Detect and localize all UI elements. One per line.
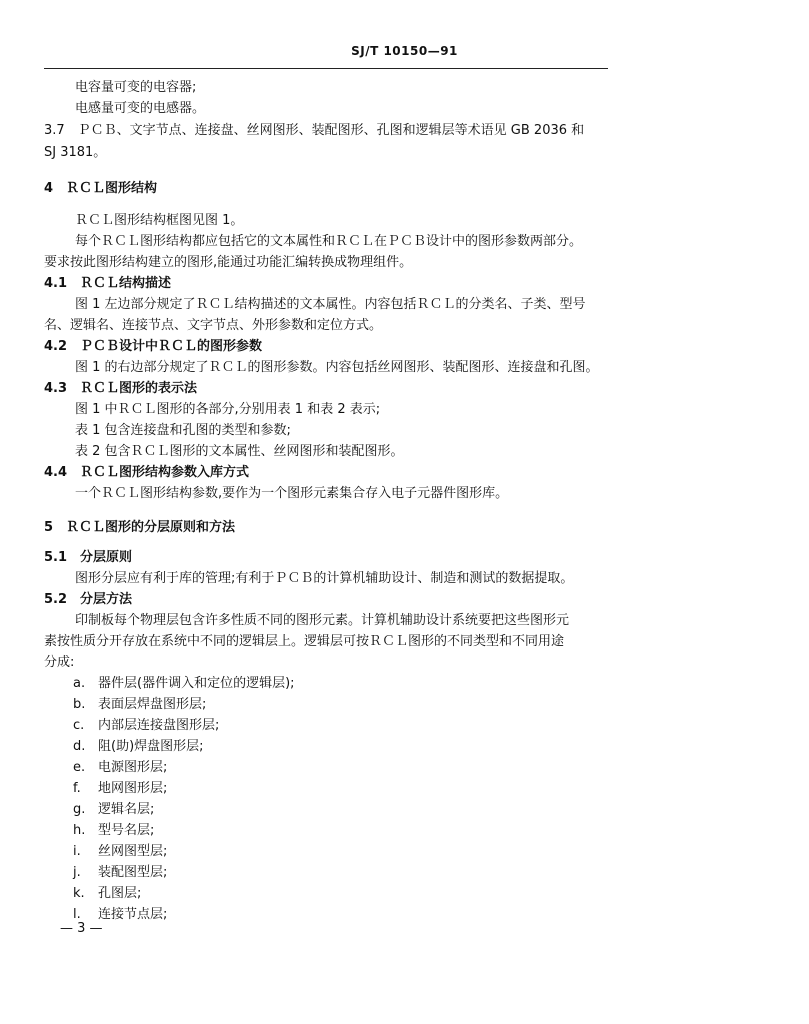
text-line: 表 1 包含连接盘和孔图的类型和参数;	[75, 423, 291, 438]
list-item: 装配图型层;	[98, 865, 168, 880]
list-item-marker: g.	[73, 802, 86, 817]
header-rule	[44, 68, 608, 69]
text-line: 表 2 包含ＲＣＬ图形的文本属性、丝网图形和装配图形。	[75, 444, 404, 459]
list-item-marker: c.	[73, 718, 85, 733]
list-item: 电源图形层;	[98, 760, 168, 775]
list-item-marker: f.	[73, 781, 81, 796]
text-line: 素按性质分开存放在系统中不同的逻辑层上。逻辑层可按ＲＣＬ图形的不同类型和不同用途	[44, 634, 565, 649]
list-item: 表面层焊盘图形层;	[98, 697, 207, 712]
text-line: 分成:	[44, 655, 75, 670]
list-item-marker: e.	[73, 760, 86, 775]
list-item-marker: l.	[73, 907, 81, 922]
section-heading: 4 ＲＣＬ图形结构	[44, 181, 158, 196]
list-item: 阻(助)焊盘图形层;	[98, 739, 204, 754]
text-line: 电感量可变的电感器。	[75, 101, 206, 116]
list-item: 器件层(器件调入和定位的逻辑层);	[98, 676, 295, 691]
text-line: 图 1 左边部分规定了ＲＣＬ结构描述的文本属性。内容包括ＲＣＬ的分类名、子类、型号	[75, 297, 586, 312]
list-item-marker: h.	[73, 823, 86, 838]
document-code-header: SJ/T 10150—91	[351, 44, 458, 58]
section-heading: 5 ＲＣＬ图形的分层原则和方法	[44, 520, 236, 535]
text-line: 每个ＲＣＬ图形结构都应包括它的文本属性和ＲＣＬ在ＰＣＢ设计中的图形参数两部分。	[75, 234, 583, 249]
list-item-marker: j.	[73, 865, 81, 880]
list-item: 连接节点层;	[98, 907, 168, 922]
text-line: SJ 3181。	[44, 145, 107, 160]
list-item: 型号名层;	[98, 823, 155, 838]
list-item-marker: k.	[73, 886, 85, 901]
subsection-heading: 4.3 ＲＣＬ图形的表示法	[44, 381, 198, 396]
list-item: 逻辑名层;	[98, 802, 155, 817]
text-line: 印制板每个物理层包含许多性质不同的图形元素。计算机辅助设计系统要把这些图形元	[75, 613, 570, 628]
text-line: 3.7 ＰＣＢ、文字节点、连接盘、丝网图形、装配图形、孔图和逻辑层等术语见 GB 2036 和	[44, 123, 585, 138]
list-item-marker: b.	[73, 697, 86, 712]
page-number: — 3 —	[60, 921, 103, 936]
list-item: 丝网图型层;	[98, 844, 168, 859]
subsection-heading: 4.4 ＲＣＬ图形结构参数入库方式	[44, 465, 250, 480]
text-line: 图 1 的右边部分规定了ＲＣＬ的图形参数。内容包括丝网图形、装配图形、连接盘和孔图。	[75, 360, 599, 375]
list-item: 地网图形层;	[98, 781, 168, 796]
text-line: 要求按此图形结构建立的图形,能通过功能汇编转换成物理组件。	[44, 255, 413, 270]
subsection-heading: 5.1 分层原则	[44, 550, 133, 565]
subsection-heading: 5.2 分层方法	[44, 592, 133, 607]
text-line: 电容量可变的电容器;	[75, 80, 197, 95]
text-line: 图 1 中ＲＣＬ图形的各部分,分别用表 1 和表 2 表示;	[75, 402, 381, 417]
text-line: 名、逻辑名、连接节点、文字节点、外形参数和定位方式。	[44, 318, 383, 333]
list-item-marker: a.	[73, 676, 86, 691]
list-item-marker: d.	[73, 739, 86, 754]
text-line: ＲＣＬ图形结构框图见图 1。	[75, 213, 244, 228]
subsection-heading: 4.1 ＲＣＬ结构描述	[44, 276, 172, 291]
list-item: 孔图层;	[98, 886, 142, 901]
list-item-marker: i.	[73, 844, 81, 859]
subsection-heading: 4.2 ＰＣＢ设计中ＲＣＬ的图形参数	[44, 339, 263, 354]
text-line: 图形分层应有利于库的管理;有利于ＰＣＢ的计算机辅助设计、制造和测试的数据提取。	[75, 571, 574, 586]
list-item: 内部层连接盘图形层;	[98, 718, 220, 733]
text-line: 一个ＲＣＬ图形结构参数,要作为一个图形元素集合存入电子元器件图形库。	[75, 486, 509, 501]
